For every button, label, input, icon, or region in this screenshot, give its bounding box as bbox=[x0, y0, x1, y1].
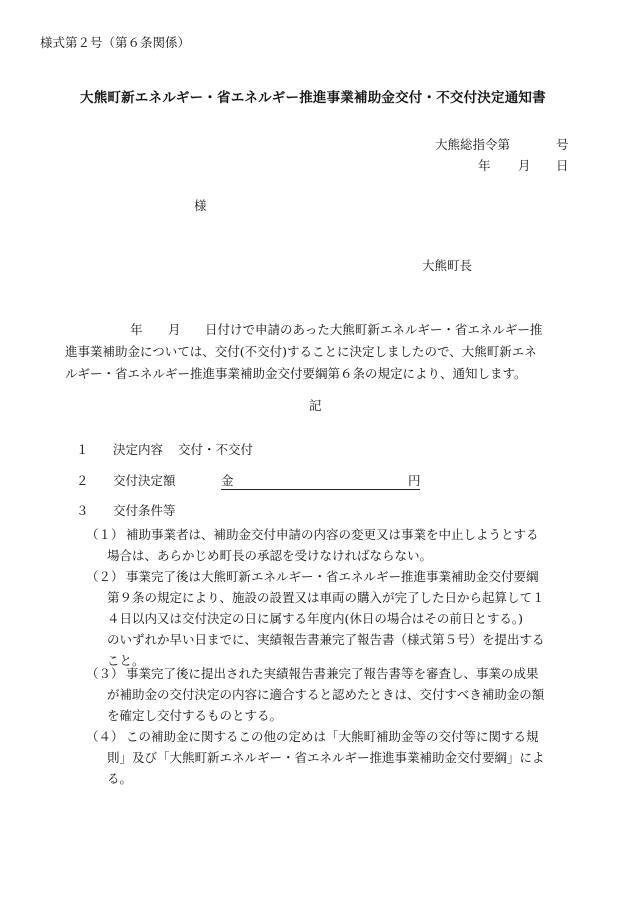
body-month: 月 bbox=[168, 322, 181, 337]
item-label: 交付決定額 bbox=[113, 473, 176, 488]
condition-text bbox=[126, 566, 539, 587]
date-year: 年 bbox=[478, 158, 491, 173]
body-line1: 日付けで申請のあった大熊町新エネルギー・省エネルギー推 bbox=[205, 322, 543, 337]
ki-heading: 記 bbox=[309, 398, 322, 413]
document-title: 大熊町新エネルギー・省エネルギー推進事業補助金交付・不交付決定通知書 bbox=[80, 90, 546, 106]
condition-text bbox=[126, 726, 539, 747]
item-value: 交付・不交付 bbox=[178, 442, 254, 457]
amount-suffix: 円 bbox=[408, 473, 421, 488]
amount-prefix: 金 bbox=[221, 473, 234, 488]
issuer: 大熊町長 bbox=[422, 258, 473, 273]
date-month: 月 bbox=[518, 158, 531, 173]
item-label: 決定内容 bbox=[113, 442, 164, 457]
doc-number-suffix: 号 bbox=[556, 137, 569, 152]
body-line2: 進事業補助金については、交付(不交付)することに決定しましたので、大熊町新エネ bbox=[65, 344, 537, 359]
condition-line: 事業完了後に提出された実績報告書兼完了報告書等を審査し、事業の成果 bbox=[126, 666, 539, 681]
amount-field bbox=[221, 472, 420, 490]
condition-text bbox=[107, 747, 545, 789]
condition-line: が補助金の交付決定の内容に適合すると認めたときは、交付すべき補助金の額 bbox=[107, 687, 545, 702]
condition-line: この補助金に関するこの他の定めは「大熊町補助金等の交付等に関する規 bbox=[126, 729, 539, 744]
body-year: 年 bbox=[130, 322, 143, 337]
item-number: ２ bbox=[76, 473, 89, 488]
item-number: １ bbox=[76, 442, 89, 457]
condition-line: 事業完了後は大熊町新エネルギー・省エネルギー推進事業補助金交付要綱 bbox=[126, 569, 539, 584]
condition-line: こと。 bbox=[107, 653, 145, 668]
condition-line: 則」及び「大熊町新エネルギー・省エネルギー推進事業補助金交付要綱」によ bbox=[107, 750, 545, 765]
condition-number: （１） bbox=[86, 527, 124, 542]
condition-text bbox=[107, 684, 544, 726]
condition-line: 補助事業者は、補助金交付申請の内容の変更又は事業を中止しようとする bbox=[126, 527, 539, 542]
item-number: ３ bbox=[76, 503, 89, 518]
item-label: 交付条件等 bbox=[113, 503, 176, 518]
date-day: 日 bbox=[556, 158, 569, 173]
form-label: 様式第２号（第６条関係） bbox=[40, 35, 191, 50]
condition-line: 場合は、あらかじめ町長の承認を受けなければならない。 bbox=[107, 548, 433, 563]
condition-line: のいずれか早い日までに、実績報告書兼完了報告書（様式第５号）を提出する bbox=[107, 632, 545, 647]
body-line3: ルギー・省エネルギー推進事業補助金交付要綱第６条の規定により、通知します。 bbox=[65, 366, 527, 381]
condition-text bbox=[126, 524, 539, 545]
condition-text bbox=[126, 663, 539, 684]
condition-text bbox=[107, 587, 545, 671]
condition-number: （３） bbox=[86, 666, 124, 681]
doc-number-prefix: 大熊総指令第 bbox=[435, 137, 511, 152]
condition-text bbox=[107, 545, 432, 566]
condition-number: （４） bbox=[86, 729, 124, 744]
condition-line: 第９条の規定により、施設の設置又は車両の購入が完了した日から起算して１ bbox=[107, 590, 545, 605]
addressee-suffix: 様 bbox=[194, 198, 207, 213]
condition-number: （２） bbox=[86, 569, 124, 584]
condition-line: を確定し交付するものとする。 bbox=[107, 708, 283, 723]
condition-line: る。 bbox=[107, 771, 133, 786]
condition-line: ４日以内又は交付決定の日に属する年度内(休日の場合はその前日とする。) bbox=[107, 611, 524, 626]
